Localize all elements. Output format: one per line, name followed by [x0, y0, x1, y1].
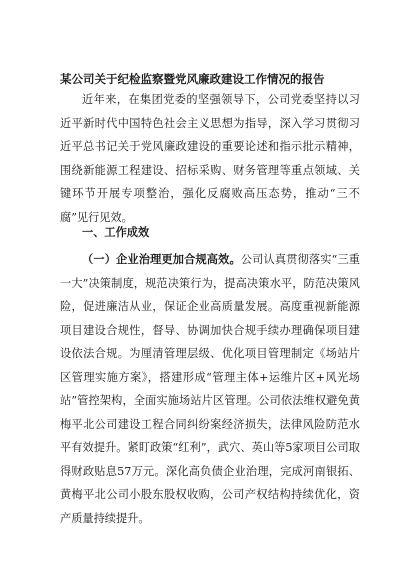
subsection-paragraph: [60, 248, 360, 530]
subsection-body: 公司认真贯彻落实“三重一大”决策制度，规范决策行为，提高决策水平，防范决策风险，促进廉洁从业，保证企业高质量发展。高度重视新能源项目建设合规性，督导、协调加快合规手续办理确保项目建设依法合规。为厘清管理层级、优化项目管理制定《场站片区管理实施方案》，搭建形成“管理主体+运维片区+风光场站”管控架构，全面实施场站片区管理。公司依法维权避免黄梅平北公司建设工程合同纠纷案经济损失，法律风险防范水平有效提升。紧盯政策“红利”，武穴、英山等5家项目公司取得财政贴息57万元。深化高负债企业治理，完成河南银拓、黄梅平北公司小股东股权收购，公司产权结构持续优化，资产质量持续提升。: [60, 253, 360, 525]
section-heading: 一、工作成效: [82, 225, 150, 239]
subsection-lead: （一）企业治理更加合规高效。: [82, 252, 241, 266]
document-title: 某公司关于纪检监察暨党风廉政建设工作情况的报告: [60, 72, 325, 86]
intro-paragraph: 近年来，在集团党委的坚强领导下，公司党委坚持以习近平新时代中国特色社会主义思想为指导，深入学习贯彻习近平总书记关于党风廉政建设的重要论述和指示批示精神，围绕新能源工程建设、招标采购、财务管理等重点领域、关键环节开展专项整治，强化反腐败高压态势，推动“三不腐”见行见效。: [60, 93, 360, 224]
